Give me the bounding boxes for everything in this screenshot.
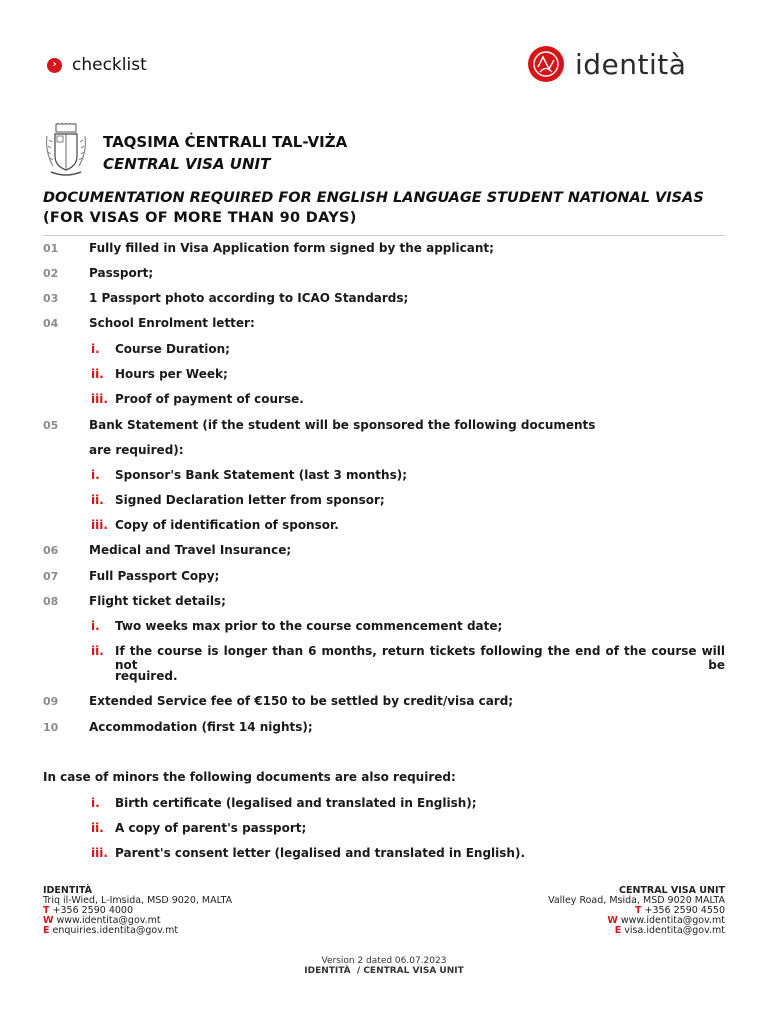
sub-item-text: Birth certificate (legalised and translated in English); (115, 796, 477, 810)
footer-web-link[interactable]: www.identita@gov.mt (56, 915, 161, 926)
footer-left: IDENTITÀ Triq il-Wied, L-Imsida, MSD 9020, MALTA T +356 2590 4000 W www.identita@gov.mt E enquiries.identita@gov.mt (43, 885, 233, 936)
item-text: Bank Statement (if the student will be sponsored the following documents (89, 418, 596, 432)
sub-item-numeral: iii. (91, 518, 108, 532)
footer-email-link[interactable]: enquiries.identita@gov.mt (52, 925, 179, 936)
item-number: 04 (43, 317, 59, 330)
identita-logo (527, 45, 686, 83)
item-text: Extended Service fee of €150 to be settled by credit/visa card; (89, 694, 514, 708)
footer-org-name: CENTRAL VISA UNIT (619, 885, 725, 896)
emphasis: Signed (115, 493, 162, 507)
item-number: 03 (43, 292, 59, 305)
item-text: Passport; (89, 266, 154, 280)
malta-coat-of-arms-icon (43, 122, 89, 180)
sub-item-numeral: i. (91, 342, 100, 356)
logo-wordmark: identità (575, 47, 687, 81)
version-note: Version 2 dated 06.07.2023 (321, 956, 447, 966)
sub-item-text: If the course is longer than 6 months, return tickets following the end of the course will not be (115, 644, 725, 672)
divider (43, 235, 725, 236)
identita-emblem-icon (527, 45, 565, 83)
sub-item-numeral: iii. (91, 846, 108, 860)
item-text: Full Passport Copy; (89, 569, 220, 583)
footer-email-link[interactable]: visa.identita@gov.mt (624, 925, 725, 936)
sub-item-numeral: iii. (91, 392, 108, 406)
sub-item-text: Copy of identification of sponsor. (115, 518, 339, 532)
chevron-right-icon: › (47, 58, 62, 73)
footer-org-name: IDENTITÀ (43, 885, 92, 896)
sub-item-text: A copy of parent's passport; (115, 821, 307, 835)
footer-bottom-line: IDENTITÀ / CENTRAL VISA UNIT (304, 966, 464, 976)
sub-item-numeral: ii. (91, 367, 104, 381)
item-number: 02 (43, 267, 59, 280)
item-number: 01 (43, 242, 59, 255)
item-number: 05 (43, 419, 59, 432)
checklist-header (47, 55, 147, 75)
item-text: School Enrolment letter: (89, 316, 255, 330)
footer-web-link[interactable]: www.identita@gov.mt (620, 915, 725, 926)
checklist-label: checklist (72, 55, 147, 75)
item-text: 1 Passport photo according to ICAO Standards; (89, 291, 409, 305)
item-number: 06 (43, 544, 59, 557)
footer-right: CENTRAL VISA UNIT Valley Road, Msida, MSD 9020 MALTA T +356 2590 4550 W www.identita@gov.mt E visa.identita@gov.mt (548, 885, 725, 936)
sub-item-numeral: ii. (91, 821, 104, 835)
sub-item-text: Sponsor's Bank Statement (last 3 months); (115, 468, 407, 482)
sub-item-numeral: ii. (91, 644, 104, 658)
item-number: 09 (43, 695, 59, 708)
sub-item-text-continued: required. (115, 669, 178, 683)
sub-item-numeral: i. (91, 619, 100, 633)
item-number: 07 (43, 570, 59, 583)
item-number: 08 (43, 595, 59, 608)
sub-item-numeral: i. (91, 796, 100, 810)
document-title: DOCUMENTATION REQUIRED FOR ENGLISH LANGUAGE STUDENT NATIONAL VISAS (43, 190, 704, 206)
sub-item-numeral: ii. (91, 493, 104, 507)
unit-title-maltese: TAQSIMA ĊENTRALI TAL-VIŻA (103, 133, 348, 151)
item-text-continued: are required): (89, 443, 184, 457)
item-text: Medical and Travel Insurance; (89, 543, 292, 557)
emphasis: Extended Service fee (89, 694, 233, 708)
item-text: Fully filled in Visa Application form signed by the applicant; (89, 241, 494, 255)
footer-address: Valley Road, Msida, MSD 9020 MALTA (548, 895, 725, 906)
footer-phone: +356 2590 4550 (644, 905, 725, 916)
footer-phone: +356 2590 4000 (52, 905, 134, 916)
item-text: Flight ticket details; (89, 594, 226, 608)
sub-item-text: Two weeks max prior to the course commencement date; (115, 619, 503, 633)
footer-address: Triq il-Wied, L-Imsida, MSD 9020, MALTA (43, 895, 233, 906)
sub-item-text: Hours per Week; (115, 367, 228, 381)
sub-item-text: Proof of payment of course. (115, 392, 304, 406)
sub-item-text: Course Duration; (115, 342, 230, 356)
item-number: 10 (43, 721, 59, 734)
unit-title-english: CENTRAL VISA UNIT (103, 155, 271, 173)
document-subtitle: (FOR VISAS OF MORE THAN 90 DAYS) (43, 210, 357, 226)
minors-intro: In case of minors the following documents are also required: (43, 770, 456, 784)
sub-item-numeral: i. (91, 468, 100, 482)
item-text: Accommodation (first 14 nights); (89, 720, 313, 734)
sub-item-text: Parent's consent letter (legalised and translated in English). (115, 846, 526, 860)
sub-item-text: Signed Declaration letter from sponsor; (115, 493, 385, 507)
